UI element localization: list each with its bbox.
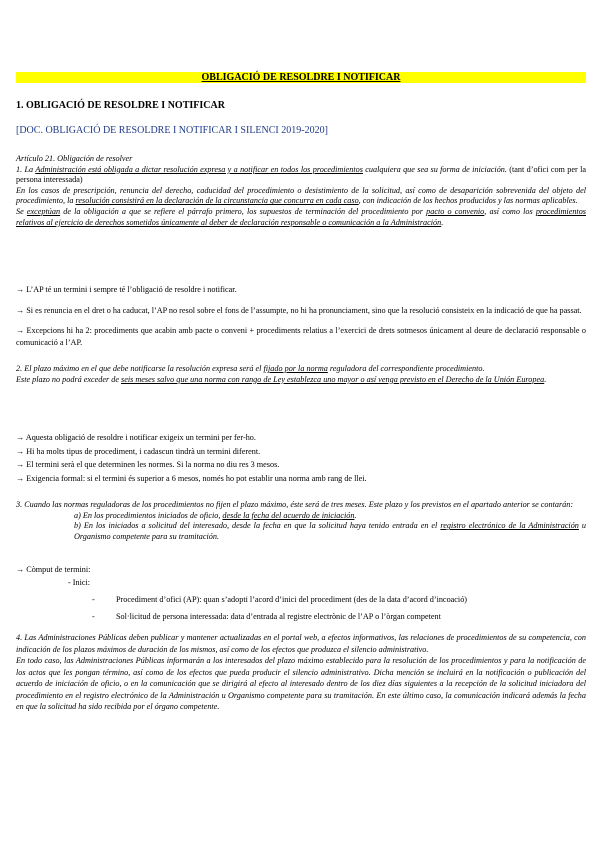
notes-block-2	[16, 431, 586, 485]
article-title: Artículo 21. Obligación de resolver	[16, 154, 133, 163]
article-21-4-p2: En todo caso, las Administraciones Públicas informarán a los interesados del plazo máximo establecido para la resolución de los procedimientos y para la notificación de los actos que les pongan término, así como de los efectos que pueda producir el silencio administrativo. Dicha mención se incluirá en la notificación o publicación del acuerdo de iniciación de oficio, o en la comunicación que se dirigirá al efecto al interesado dentro de los diez días siguientes a la recepción de la solicitud iniciadora del procedimiento en el registro electrónico de la Administración u Organismo competente para su tramitación. En este último caso, la comunicación indicará además la fecha en que la solicitud ha sido recibida por el órgano competente.	[16, 656, 586, 711]
section-heading: 1. OBLIGACIÓ DE RESOLDRE I NOTIFICAR	[16, 100, 225, 111]
article-21-3-b: b) En los iniciados a solicitud del interesado, desde la fecha en que la solicitud haya tenido entrada en el registro electrónico de la Administración u Organismo competente para su tramitación.	[74, 521, 586, 541]
computo-item: - Sol·licitud de persona interessada: data d’entrada al registre electrònic de l’AP o l’òrgan competent	[92, 612, 441, 621]
notes-block-1	[16, 284, 586, 348]
article-21-3	[16, 500, 586, 542]
note-item: → Si es renuncia en el dret o ha caducat, l’AP no resol sobre el fons de l’assumpte, no hi ha pronunciament, sino que la resolució consisteix en la indicació de que ha passat.	[16, 305, 582, 315]
article-21-4	[16, 632, 586, 713]
computo-block	[16, 563, 586, 623]
article-21-block	[16, 154, 586, 228]
article-21-2-text: 2. El plazo máximo en el que debe notificarse la resolución expresa será el fijado por la norma reguladora del correspondiente procedimiento.	[16, 364, 485, 373]
note-item: → Exigencia formal: si el termini és superior a 6 mesos, només ho pot establir una norma amb rang de llei.	[16, 473, 367, 483]
article-21-3-a: a) En los procedimientos iniciados de oficio, desde la fecha del acuerdo de iniciación.	[74, 510, 357, 520]
note-item: → Excepcions hi ha 2: procediments que acabin amb pacte o conveni + procediments relatius a l’exercici de drets sotmesos únicament al deure de declaració responsable o comunicació a l’AP.	[16, 326, 586, 347]
note-item: → Hi ha molts tipus de procediment, i cadascun tindrà un termini diferent.	[16, 446, 261, 456]
article-21-2-limit: Este plazo no podrá exceder de seis meses salvo que una norma con rango de Ley establezca uno mayor o así venga previsto en el Derecho de la Unión Europea.	[16, 374, 547, 384]
computo-item: - Procediment d’ofici (AP): quan s’adopti l’acord d’inici del procediment (des de la data d’acord d’incoació)	[92, 595, 468, 604]
article-21-2	[16, 364, 586, 385]
article-21-1: 1. La Administración está obligada a dictar resolución expresa y a notificar en todos los procedimientos cualquiera que sea su forma de iniciación. (tant d’ofici com per la persona interessada)	[16, 164, 586, 185]
document-title: OBLIGACIÓ DE RESOLDRE I NOTIFICAR	[16, 72, 586, 83]
document-reference: [DOC. OBLIGACIÓ DE RESOLDRE I NOTIFICAR I SILENCI 2019-2020]	[16, 125, 328, 136]
article-21-1-cases: En los casos de prescripción, renuncia del derecho, caducidad del procedimiento o desistimiento de la solicitud, así como de desaparición sobrevenida del objeto del procedimiento, la resolución consistirá en la declaración de la circunstancia que concurra en cada caso, con indicación de los hechos producidos y las normas aplicables.	[16, 185, 586, 206]
note-item: → L’AP té un termini i sempre té l’obligació de resoldre i notificar.	[16, 285, 237, 294]
article-21-1-exceptions: Se exceptúan de la obligación a que se refiere el párrafo primero, los supuestos de terminación del procedimiento por pacto o convenio, así como los procedimientos relativos al ejercicio de derechos sometidos únicamente al deber de declaración responsable o comunicación a la Administración.	[16, 206, 586, 227]
note-item: → Aquesta obligació de resoldre i notificar exigeix un termini per fer-ho.	[16, 433, 256, 442]
note-item: → El termini serà el que determinen les normes. Si la norma no diu res 3 mesos.	[16, 460, 280, 469]
computo-label: → Còmput de termini:	[16, 565, 91, 574]
article-21-3-text: 3. Cuando las normas reguladoras de los procedimientos no fijen el plazo máximo, éste será de tres meses. Este plazo y los previstos en el apartado anterior se contarán:	[16, 500, 574, 509]
article-21-4-p1: 4. Las Administraciones Públicas deben publicar y mantener actualizadas en el portal web, a efectos informativos, las relaciones de procedimientos de su competencia, con indicación de los plazos máximos de duración de los mismos, así como de los efectos que produzca el silencio administrativo.	[16, 633, 586, 654]
computo-inici: - Inici:	[68, 578, 91, 587]
